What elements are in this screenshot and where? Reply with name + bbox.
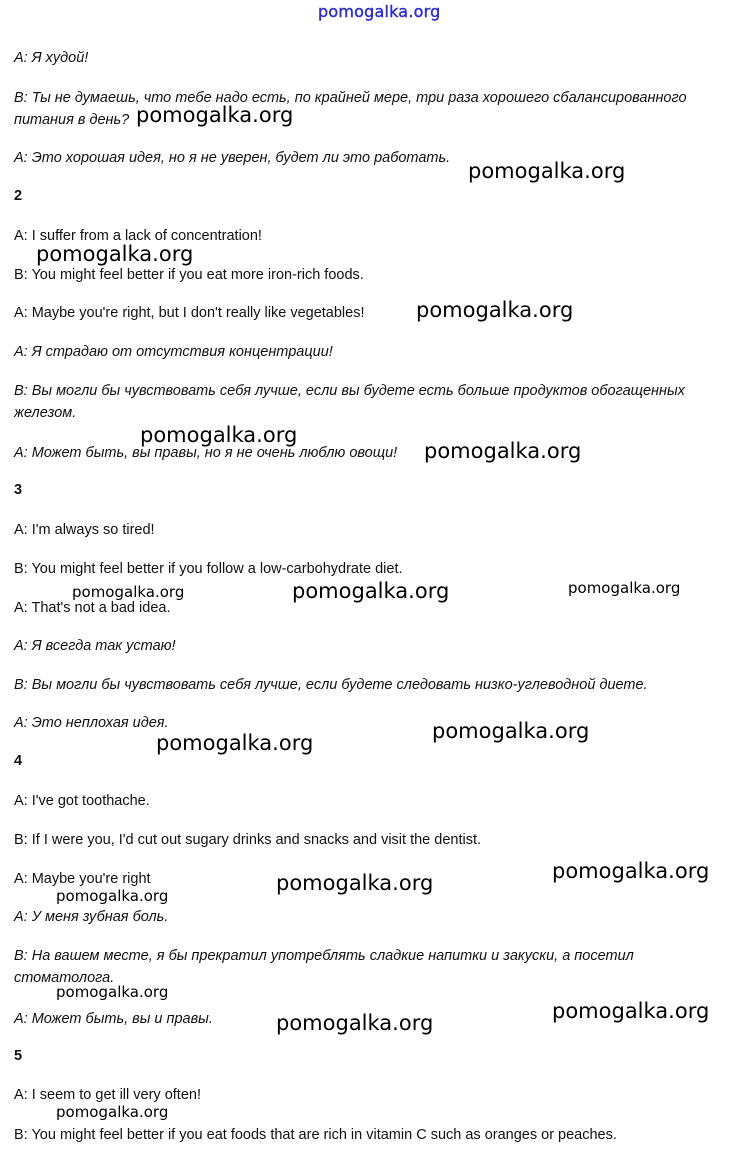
dialogue-line: A: Maybe you're right, but I don't really like vegetables!	[14, 305, 365, 321]
dialogue-line: A: That's not a bad idea.	[14, 600, 171, 616]
watermark: pomogalka.org	[36, 242, 194, 266]
watermark: pomogalka.org	[424, 439, 582, 463]
dialogue-line: A: Может быть, вы и правы.	[14, 1011, 213, 1027]
dialogue-line: B: Ты не думаешь, что тебе надо есть, по крайней мере, три раза хорошего сбалансированного питания в день?	[14, 90, 687, 128]
watermark: pomogalka.org	[56, 983, 169, 1001]
dialogue-line: A: Может быть, вы правы, но я не очень люблю овощи!	[14, 445, 398, 461]
section-number: 2	[14, 188, 23, 204]
watermark: pomogalka.org	[136, 103, 294, 127]
site-header-link[interactable]: pomogalka.org	[318, 2, 441, 21]
watermark: pomogalka.org	[568, 579, 681, 597]
watermark: pomogalka.org	[276, 871, 434, 895]
dialogue-line: A: I seem to get ill very often!	[14, 1087, 201, 1103]
section-number: 4	[14, 753, 23, 769]
dialogue-line: A: I'm always so tired!	[14, 522, 155, 538]
dialogue-line: A: Я страдаю от отсутствия концентрации!	[14, 344, 333, 360]
dialogue-line: A: Это хорошая идея, но я не уверен, будет ли это работать.	[14, 150, 451, 166]
dialogue-line: B: You might feel better if you follow a low-carbohydrate diet.	[14, 561, 403, 577]
dialogue-line: A: Я худой!	[14, 50, 89, 66]
dialogue-line: B: You might feel better if you eat foods that are rich in vitamin C such as oranges or peaches.	[14, 1127, 617, 1143]
watermark: pomogalka.org	[276, 1011, 434, 1035]
watermark: pomogalka.org	[468, 159, 626, 183]
watermark: pomogalka.org	[552, 999, 710, 1023]
watermark: pomogalka.org	[72, 583, 185, 601]
watermark: pomogalka.org	[56, 887, 169, 905]
dialogue-line: A: Maybe you're right	[14, 871, 151, 887]
dialogue-line: B: Вы могли бы чувствовать себя лучше, если вы будете есть больше продуктов обогащенных железом.	[14, 383, 685, 421]
watermark: pomogalka.org	[292, 579, 450, 603]
dialogue-line: B: You might feel better if you eat more iron-rich foods.	[14, 267, 364, 283]
dialogue-line: B: Вы могли бы чувствовать себя лучше, если будете следовать низко-углеводной диете.	[14, 677, 648, 693]
dialogue-line: B: На вашем месте, я бы прекратил употреблять сладкие напитки и закуски, а посетил стоматолога.	[14, 948, 634, 986]
section-number: 5	[14, 1048, 23, 1064]
dialogue-line: B: If I were you, I'd cut out sugary drinks and snacks and visit the dentist.	[14, 832, 482, 848]
watermark: pomogalka.org	[156, 731, 314, 755]
dialogue-line: A: Это неплохая идея.	[14, 715, 169, 731]
dialogue-line: A: Я всегда так устаю!	[14, 638, 176, 654]
dialogue-line: A: I suffer from a lack of concentration!	[14, 228, 262, 244]
watermark: pomogalka.org	[140, 423, 298, 447]
section-number: 3	[14, 482, 23, 498]
dialogue-line: A: I've got toothache.	[14, 793, 150, 809]
watermark: pomogalka.org	[416, 298, 574, 322]
watermark: pomogalka.org	[432, 719, 590, 743]
watermark: pomogalka.org	[56, 1103, 169, 1121]
dialogue-line: A: У меня зубная боль.	[14, 909, 169, 925]
watermark: pomogalka.org	[552, 859, 710, 883]
